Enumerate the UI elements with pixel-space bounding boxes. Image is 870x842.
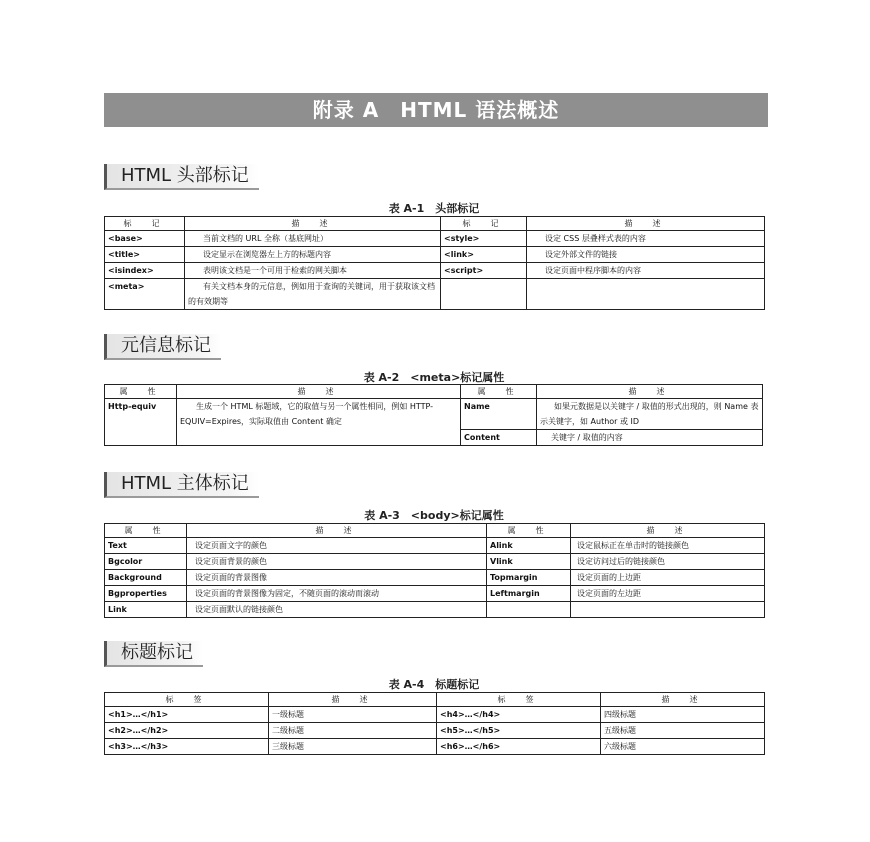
- column-header: 描 述: [185, 217, 441, 231]
- section-heading-headings: 标题标记: [104, 641, 203, 667]
- table-a4-caption: 表 A-4 标题标记: [388, 678, 480, 691]
- attribute-cell: Text: [105, 538, 187, 554]
- table-a3-body-attributes: [104, 523, 765, 618]
- table-row: [105, 586, 765, 602]
- table-a1-caption: 表 A-1 头部标记: [388, 202, 480, 215]
- table-a4-heading-tags: [104, 692, 765, 755]
- table-header-row: [105, 217, 765, 231]
- table-row: [105, 602, 765, 618]
- description-cell: 二级标题: [269, 723, 437, 739]
- column-header: 属 性: [487, 524, 571, 538]
- table-header-row: [105, 524, 765, 538]
- description-cell: 设定页面中程序脚本的内容: [527, 263, 765, 279]
- description-cell: 三级标题: [269, 739, 437, 755]
- tag-cell: <h5>…</h5>: [437, 723, 601, 739]
- description-cell: 四级标题: [601, 707, 765, 723]
- section-heading-html-head: HTML 头部标记: [104, 164, 259, 190]
- tag-cell: <h3>…</h3>: [105, 739, 269, 755]
- attribute-cell: Link: [105, 602, 187, 618]
- description-cell: 表明该文档是一个可用于检索的网关脚本: [185, 263, 441, 279]
- description-cell: 设定页面的上边距: [571, 570, 765, 586]
- table-a3-caption: 表 A-3 <body>标记属性: [364, 509, 504, 522]
- attribute-cell: Http-equiv: [105, 399, 177, 446]
- column-header: 描 述: [537, 385, 763, 399]
- attribute-cell: Alink: [487, 538, 571, 554]
- table-row: [105, 399, 763, 430]
- tag-cell: <isindex>: [105, 263, 185, 279]
- table-row: [105, 231, 765, 247]
- description-cell: 六级标题: [601, 739, 765, 755]
- attribute-cell: Leftmargin: [487, 586, 571, 602]
- attribute-cell: Bgproperties: [105, 586, 187, 602]
- tag-cell: <h6>…</h6>: [437, 739, 601, 755]
- table-row: [105, 723, 765, 739]
- description-cell: 五级标题: [601, 723, 765, 739]
- table-header-row: [105, 693, 765, 707]
- column-header: 描 述: [177, 385, 461, 399]
- table-row: [105, 538, 765, 554]
- tag-cell: <link>: [441, 247, 527, 263]
- attribute-cell: Content: [461, 430, 537, 446]
- description-cell: 设定页面的左边距: [571, 586, 765, 602]
- attribute-cell: Topmargin: [487, 570, 571, 586]
- tag-cell: <script>: [441, 263, 527, 279]
- description-cell: [527, 279, 765, 310]
- attribute-cell: Background: [105, 570, 187, 586]
- tag-cell: <title>: [105, 247, 185, 263]
- column-header: 标 记: [441, 217, 527, 231]
- table-row: [105, 247, 765, 263]
- description-cell: 设定 CSS 层叠样式表的内容: [527, 231, 765, 247]
- tag-cell: <h2>…</h2>: [105, 723, 269, 739]
- tag-cell: <style>: [441, 231, 527, 247]
- description-cell: 有关文档本身的元信息，例如用于查询的关键词，用于获取该文档的有效期等: [185, 279, 441, 310]
- tag-cell: <h4>…</h4>: [437, 707, 601, 723]
- description-cell: 设定页面背景的颜色: [187, 554, 487, 570]
- column-header: 描 述: [601, 693, 765, 707]
- column-header: 标 签: [437, 693, 601, 707]
- attribute-cell: Vlink: [487, 554, 571, 570]
- tag-cell: [441, 279, 527, 310]
- description-cell: 设定页面的背景图像: [187, 570, 487, 586]
- description-cell: 设定页面的背景图像为固定，不随页面的滚动而滚动: [187, 586, 487, 602]
- tag-cell: <base>: [105, 231, 185, 247]
- table-row: [105, 554, 765, 570]
- table-row: [105, 279, 765, 310]
- description-cell: 如果元数据是以关键字 / 取值的形式出现的，则 Name 表示关键字，如 Author 或 ID: [537, 399, 763, 430]
- attribute-cell: Name: [461, 399, 537, 430]
- attribute-cell: [487, 602, 571, 618]
- column-header: 属 性: [105, 524, 187, 538]
- appendix-title: 附录 A HTML 语法概述: [104, 93, 768, 127]
- section-heading-html-body: HTML 主体标记: [104, 472, 259, 498]
- description-cell: 一级标题: [269, 707, 437, 723]
- description-cell: 设定外部文件的链接: [527, 247, 765, 263]
- table-a2-caption: 表 A-2 <meta>标记属性: [363, 371, 505, 384]
- table-header-row: [105, 385, 763, 399]
- description-cell: 设定访问过后的链接颜色: [571, 554, 765, 570]
- tag-cell: <h1>…</h1>: [105, 707, 269, 723]
- description-cell: [571, 602, 765, 618]
- table-row: [105, 263, 765, 279]
- tag-cell: <meta>: [105, 279, 185, 310]
- column-header: 标 签: [105, 693, 269, 707]
- description-cell: 关键字 / 取值的内容: [537, 430, 763, 446]
- column-header: 描 述: [187, 524, 487, 538]
- description-cell: 设定鼠标正在单击时的链接颜色: [571, 538, 765, 554]
- description-cell: 生成一个 HTML 标题域，它的取值与另一个属性相同，例如 HTTP-EQUIV=Expires，实际取值由 Content 确定: [177, 399, 461, 446]
- description-cell: 设定显示在浏览器左上方的标题内容: [185, 247, 441, 263]
- column-header: 描 述: [269, 693, 437, 707]
- table-row: [105, 707, 765, 723]
- table-a2-meta-attributes: [104, 384, 763, 446]
- description-cell: 设定页面默认的链接颜色: [187, 602, 487, 618]
- column-header: 标 记: [105, 217, 185, 231]
- column-header: 属 性: [461, 385, 537, 399]
- table-row: [105, 570, 765, 586]
- description-cell: 当前文档的 URL 全称（基底网址）: [185, 231, 441, 247]
- attribute-cell: Bgcolor: [105, 554, 187, 570]
- section-heading-meta: 元信息标记: [104, 334, 221, 360]
- column-header: 描 述: [571, 524, 765, 538]
- table-a1-head-tags: [104, 216, 765, 310]
- table-row: [105, 739, 765, 755]
- column-header: 描 述: [527, 217, 765, 231]
- column-header: 属 性: [105, 385, 177, 399]
- description-cell: 设定页面文字的颜色: [187, 538, 487, 554]
